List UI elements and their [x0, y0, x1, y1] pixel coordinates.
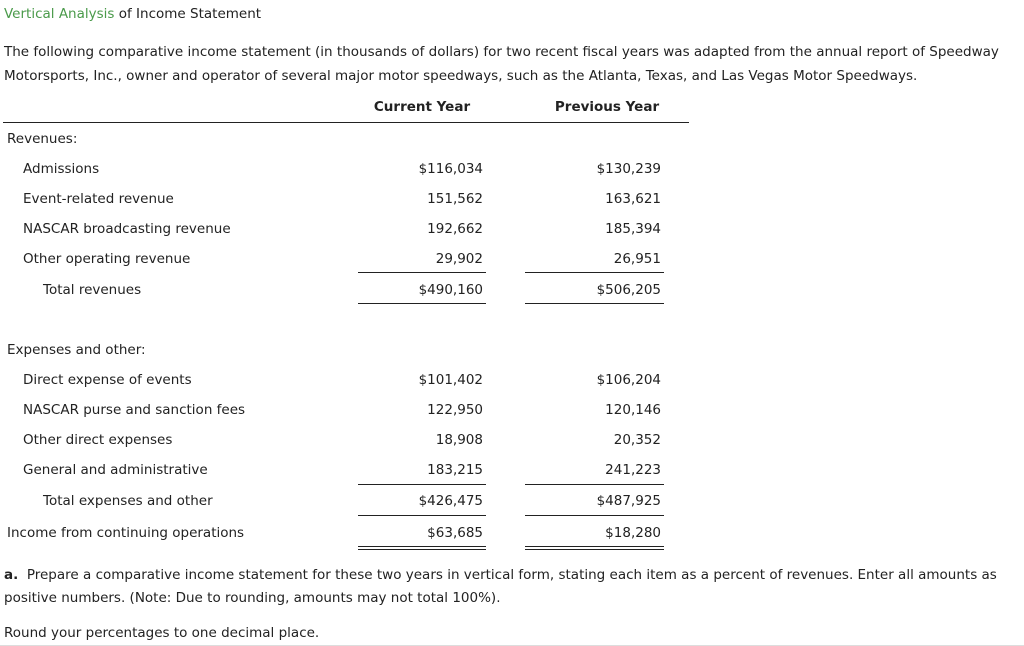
question-text: Prepare a comparative income statement for these two years in vertical form, stating each item as a percent of revenues. Enter all amounts as positive numbers. (Note: Due to rounding, amounts may not total 100%). — [4, 567, 997, 606]
question-marker: a. — [4, 567, 19, 583]
nascar-purse-current: 122,950 — [427, 402, 483, 418]
nascar-broadcasting-previous: 185,394 — [605, 221, 661, 237]
income-label: Income from continuing operations — [7, 525, 245, 541]
total-revenues-current: $490,160 — [418, 282, 483, 298]
column-header-current: Current Year — [373, 99, 471, 115]
nascar-purse-previous: 120,146 — [605, 402, 661, 418]
event-related-label: Event-related revenue — [23, 191, 174, 207]
rounding-note: Round your percentages to one decimal place. — [4, 625, 320, 641]
total-revenues-previous: $506,205 — [596, 282, 661, 298]
total-expenses-rule-current — [358, 515, 486, 516]
expenses-subtotal-rule-current — [358, 484, 486, 485]
question-a — [4, 564, 1014, 610]
general-admin-label: General and administrative — [23, 462, 208, 478]
nascar-broadcasting-label: NASCAR broadcasting revenue — [23, 221, 231, 237]
other-operating-previous: 26,951 — [613, 251, 661, 267]
event-related-previous: 163,621 — [605, 191, 661, 207]
other-direct-current: 18,908 — [435, 432, 483, 448]
event-related-current: 151,562 — [427, 191, 483, 207]
admissions-current: $116,034 — [418, 161, 483, 177]
total-expenses-rule-previous — [525, 515, 664, 516]
total-revenues-rule-current — [358, 303, 486, 304]
total-revenues-label: Total revenues — [43, 282, 142, 298]
direct-events-label: Direct expense of events — [23, 372, 192, 388]
column-header-previous: Previous Year — [554, 99, 660, 115]
income-previous: $18,280 — [605, 525, 661, 541]
vertical-analysis-link[interactable]: Vertical Analysis — [4, 6, 115, 22]
total-expenses-current: $426,475 — [418, 493, 483, 509]
general-admin-previous: 241,223 — [605, 462, 661, 478]
nascar-purse-label: NASCAR purse and sanction fees — [23, 402, 246, 418]
income-double-rule-previous — [525, 546, 664, 550]
subtotal-rule-current — [358, 272, 486, 273]
intro-paragraph: The following comparative income statement (in thousands of dollars) for two recent fiscal years was adapted from the annual report of Speedway Motorsports, Inc., owner and operator of several major motor speedways, such as the Atlanta, Texas, and Las Vegas Motor Speedways. — [4, 44, 999, 84]
general-admin-current: 183,215 — [427, 462, 483, 478]
heading-rest: of Income Statement — [114, 6, 262, 22]
income-double-rule-current — [358, 546, 486, 550]
header-rule — [3, 122, 689, 123]
direct-events-previous: $106,204 — [596, 372, 661, 388]
admissions-label: Admissions — [23, 161, 100, 177]
total-revenues-rule-previous — [525, 303, 664, 304]
other-operating-label: Other operating revenue — [23, 251, 191, 267]
total-expenses-previous: $487,925 — [596, 493, 661, 509]
expenses-subtotal-rule-previous — [525, 484, 664, 485]
other-operating-current: 29,902 — [435, 251, 483, 267]
direct-events-current: $101,402 — [418, 372, 483, 388]
income-current: $63,685 — [427, 525, 483, 541]
nascar-broadcasting-current: 192,662 — [427, 221, 483, 237]
page-heading — [4, 6, 261, 22]
subtotal-rule-previous — [525, 272, 664, 273]
other-direct-label: Other direct expenses — [23, 432, 173, 448]
other-direct-previous: 20,352 — [613, 432, 661, 448]
expenses-section-label: Expenses and other: — [7, 342, 146, 358]
admissions-previous: $130,239 — [596, 161, 661, 177]
total-expenses-label: Total expenses and other — [43, 493, 213, 509]
revenues-section-label: Revenues: — [7, 131, 78, 147]
